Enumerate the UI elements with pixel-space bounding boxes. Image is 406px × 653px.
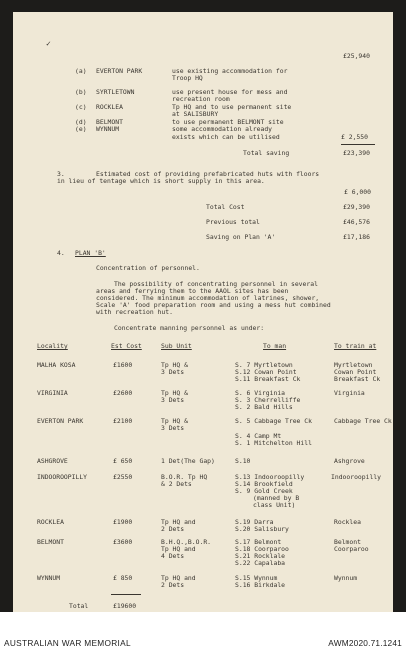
row-locality: WYNNUM <box>37 574 61 582</box>
item-marker: (a) <box>75 67 87 75</box>
row-train: Coorparoo <box>334 545 369 553</box>
item-note: recreation room <box>172 95 230 103</box>
row-locality: ROCKLEA <box>37 518 64 526</box>
total-rule <box>111 594 141 595</box>
plan-paragraph-line: areas and ferrying them to the AAOL sites has been <box>96 287 289 295</box>
catalogue-id: AWM2020.71.1241 <box>328 638 402 648</box>
para3-value: £ 6,000 <box>344 188 371 196</box>
document-page <box>13 12 393 612</box>
row-unit: Tp HQ and <box>161 518 196 526</box>
row-train: Cowan Point <box>334 368 377 376</box>
item-place: ROCKLEA <box>96 103 123 111</box>
item-note: to use permanent BELMONT site <box>172 118 284 126</box>
item-marker: (e) <box>75 125 87 133</box>
item-place: EVERTON PARK <box>96 67 143 75</box>
row-man: S.22 Capalaba <box>235 559 286 567</box>
row-man: S.15 Wynnum <box>235 574 278 582</box>
row-train: Rocklea <box>334 518 361 526</box>
item-note: at SALISBURY <box>172 110 219 118</box>
total-label: Total <box>69 602 89 610</box>
row-unit: 3 Dets <box>161 396 185 404</box>
item-note: exists which can be utilised <box>172 133 280 141</box>
row-man: S.21 Rocklale <box>235 552 286 560</box>
row-man: S.13 Indooroopilly <box>235 473 305 481</box>
cost-value: £17,186 <box>343 233 370 241</box>
row-train: Ashgrove <box>334 457 365 465</box>
plan-title: PLAN 'B' <box>75 249 106 257</box>
row-man: S. 5 Cabbage Tree Ck <box>235 417 312 425</box>
para3-number: 3. <box>57 170 65 178</box>
para3-line: in lieu of tentage which is short supply in this area. <box>57 177 265 185</box>
item-place: BELMONT <box>96 118 123 126</box>
row-man: S.16 Birkdale <box>235 581 286 589</box>
header-sub-unit: Sub Unit <box>161 342 192 350</box>
plan-paragraph-line: with recreation hut. <box>96 308 173 316</box>
row-cost: £2100 <box>113 417 133 425</box>
row-unit: 3 Dets <box>161 368 185 376</box>
row-man: S.10 <box>235 457 251 465</box>
item-marker: (d) <box>75 118 87 126</box>
plan-number: 4. <box>57 249 65 257</box>
item-marker: (b) <box>75 88 87 96</box>
row-unit: 1 Det(The Gap) <box>161 457 215 465</box>
item-note: Tp HQ and to use permanent site <box>172 103 292 111</box>
items-amount: £ 2,550 <box>341 133 368 141</box>
row-unit: 2 Dets <box>161 525 185 533</box>
row-train: Belmont <box>334 538 361 546</box>
row-man: S.19 Darra <box>235 518 274 526</box>
row-unit: 4 Dets <box>161 552 185 560</box>
plan-paragraph-line: Scale 'A' food preparation room and using a mess hut combined <box>96 301 331 309</box>
cost-label: Saving on Plan 'A' <box>206 233 276 241</box>
concentration-heading: Concentration of personnel. <box>96 264 200 272</box>
row-locality: MALHA KOSA <box>37 361 76 369</box>
row-cost: £3600 <box>113 538 133 546</box>
row-locality: EVERTON PARK <box>37 417 84 425</box>
header-est-cost: Est Cost <box>111 342 142 350</box>
row-locality: ASHGROVE <box>37 457 68 465</box>
row-unit: B.H.Q.,B.O.R. <box>161 538 212 546</box>
row-man: S. 7 Myrtletown <box>235 361 293 369</box>
row-locality: INDOOROOPILLY <box>37 473 88 481</box>
row-train: Breakfast Ck <box>334 375 381 383</box>
row-train: Indooroopilly <box>331 473 382 481</box>
cost-value: £46,576 <box>343 218 370 226</box>
item-note: use present house for mess and <box>172 88 288 96</box>
row-unit: Tp HQ & <box>161 389 188 397</box>
item-note: some accommodation already <box>172 125 273 133</box>
item-note: Troop HQ <box>172 74 203 82</box>
total-saving-label: Total saving <box>243 149 290 157</box>
row-train: Myrtletown <box>334 361 373 369</box>
cost-label: Previous total <box>206 218 260 226</box>
archive-footer <box>0 612 406 653</box>
row-man: (manned by B <box>253 494 300 502</box>
header-to-man: To man <box>263 342 287 350</box>
row-unit: 3 Dets <box>161 424 185 432</box>
row-man: S. 6 Virginia <box>235 389 286 397</box>
row-unit: Tp HQ and <box>161 545 196 553</box>
row-locality: BELMONT <box>37 538 64 546</box>
row-cost: £2600 <box>113 389 133 397</box>
top-total: £25,940 <box>343 52 370 60</box>
item-marker: (c) <box>75 103 87 111</box>
sum-rule <box>341 144 375 145</box>
row-man: S.20 Salisbury <box>235 525 289 533</box>
row-man: S.17 Belmont <box>235 538 282 546</box>
row-man: S. 1 Mitchelton Hill <box>235 439 312 447</box>
row-man: S.11 Breakfast Ck <box>235 375 301 383</box>
cost-value: £29,390 <box>343 203 370 211</box>
row-unit: Tp HQ and <box>161 574 196 582</box>
item-place: SYRTLETOWN <box>96 88 135 96</box>
header-locality: Locality <box>37 342 68 350</box>
row-cost: £2550 <box>113 473 133 481</box>
plan-paragraph-line: considered. The minimum accommodation of latrines, shower, <box>96 294 320 302</box>
row-man: S.18 Coorparoo <box>235 545 289 553</box>
plan-paragraph-line: The possibility of concentrating personnel in several <box>114 280 318 288</box>
para3-line: Estimated cost of providing prefabricated huts with floors <box>96 170 320 178</box>
row-unit: Tp HQ & <box>161 417 188 425</box>
item-place: WYNNUM <box>96 125 120 133</box>
total-value: £19600 <box>113 602 137 610</box>
row-unit: B.O.R. Tp HQ <box>161 473 208 481</box>
concentrate-line: Concentrate manning personnel as under: <box>114 324 265 332</box>
row-train: Wynnum <box>334 574 358 582</box>
item-note: use existing accommodation for <box>172 67 288 75</box>
row-unit: & 2 Dets <box>161 480 192 488</box>
row-unit: Tp HQ & <box>161 361 188 369</box>
row-cost: £1600 <box>113 361 133 369</box>
row-man: S. 9 Gold Creek <box>235 487 293 495</box>
row-cost: £ 850 <box>113 574 133 582</box>
row-cost: £1900 <box>113 518 133 526</box>
row-man: S.14 Brookfield <box>235 480 293 488</box>
row-man: S.12 Cowan Point <box>235 368 297 376</box>
row-man: S. 2 Bald Hills <box>235 403 293 411</box>
header-to-train-at: To train at <box>334 342 377 350</box>
institution-name: AUSTRALIAN WAR MEMORIAL <box>4 638 131 648</box>
row-man: S. 4 Camp Mt <box>235 432 282 440</box>
cost-label: Total Cost <box>206 203 245 211</box>
corner-mark: ✓ <box>46 39 51 48</box>
total-saving-value: £23,390 <box>343 149 370 157</box>
row-man: S. 3 Cherrelliffe <box>235 396 301 404</box>
row-man: class Unit) <box>253 501 296 509</box>
row-train: Virginia <box>334 389 365 397</box>
row-cost: £ 650 <box>113 457 133 465</box>
row-train: Cabbage Tree Ck <box>334 417 392 425</box>
row-unit: 2 Dets <box>161 581 185 589</box>
row-locality: VIRGINIA <box>37 389 68 397</box>
